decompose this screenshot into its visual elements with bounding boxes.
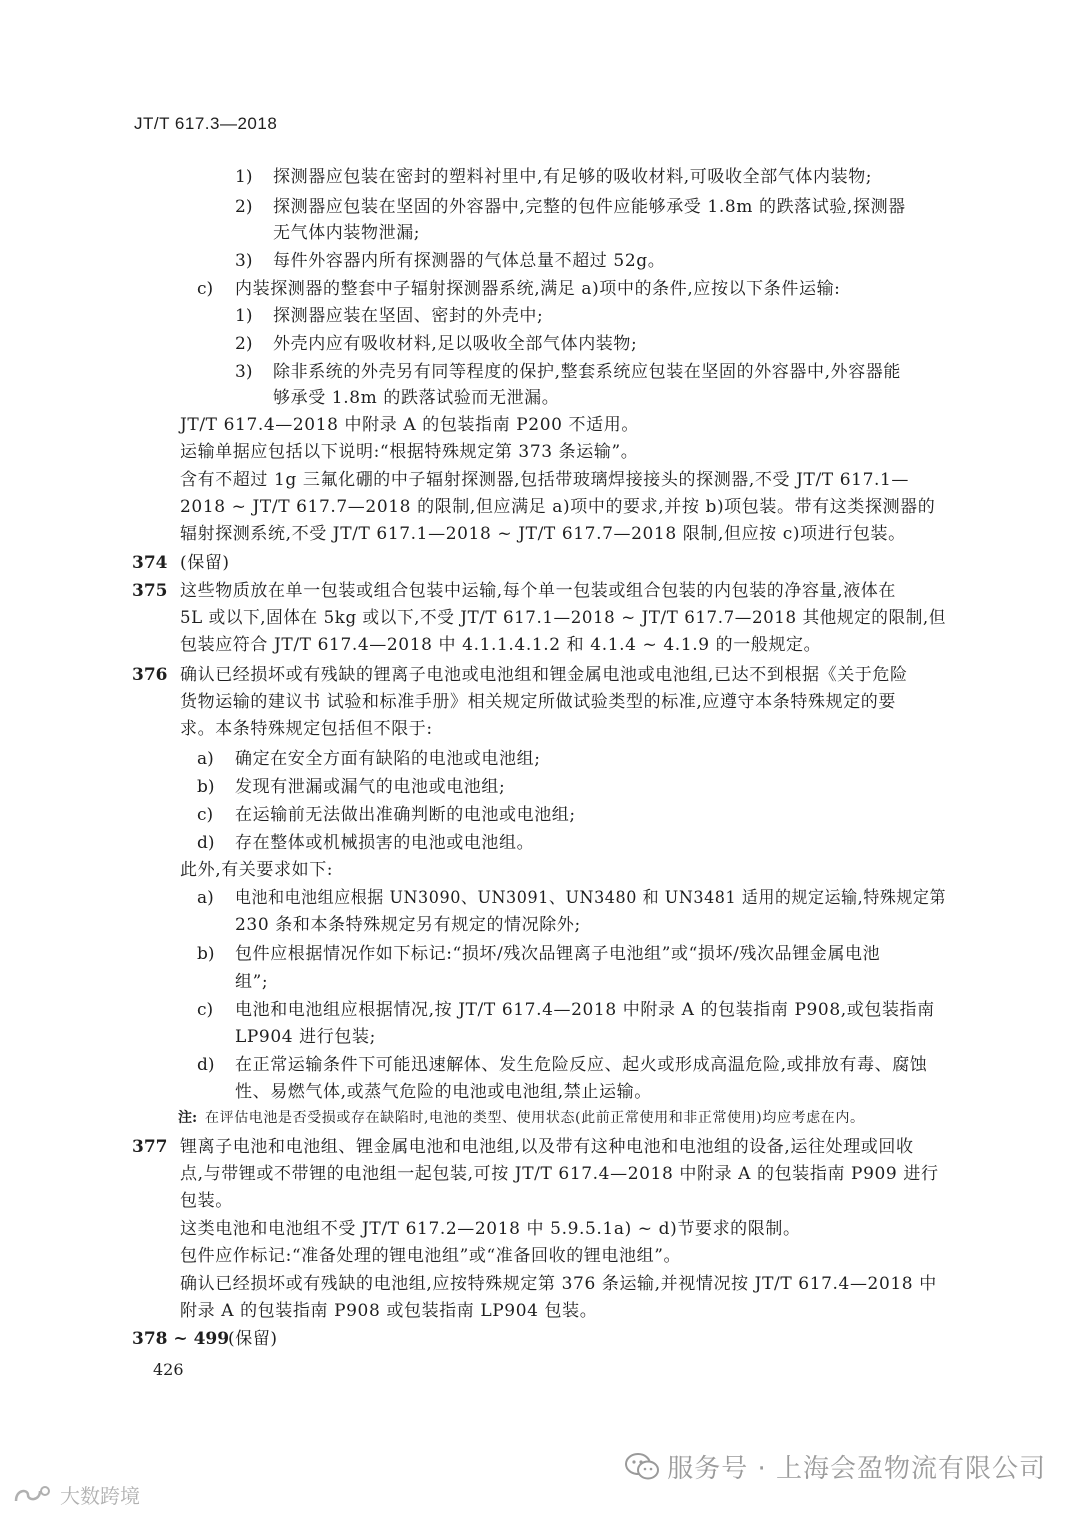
item-label: c) — [197, 805, 214, 825]
line-text: 每件外容器内所有探测器的气体总量不超过 52g。 — [273, 251, 666, 271]
line-text: 包装。 — [180, 1191, 233, 1211]
line-text: 在正常运输条件下可能迅速解体、发生危险反应、起火或形成高温危险,或排放有毒、腐蚀 — [235, 1055, 928, 1075]
text-line — [0, 440, 1080, 464]
text-line — [0, 468, 1080, 492]
text-line — [0, 747, 1080, 771]
item-label: d) — [197, 833, 215, 853]
line-text: 探测器应包装在密封的塑料衬里中,有足够的吸收材料,可吸收全部气体内装物; — [273, 167, 873, 187]
text-line — [0, 803, 1080, 827]
wechat-icon — [625, 1453, 659, 1481]
item-label: 3) — [235, 362, 253, 382]
item-label: 2) — [235, 197, 253, 217]
text-line — [0, 1135, 1080, 1159]
item-label: c) — [197, 279, 214, 299]
line-text: 在评估电池是否受损或存在缺陷时,电池的类型、使用状态(此前正常使用和非正常使用)均应考虑在内。 — [205, 1110, 865, 1126]
brand-logo-icon — [12, 1483, 52, 1507]
text-line — [0, 717, 1080, 741]
watermark-left — [12, 1480, 140, 1509]
line-text: 锂离子电池和电池组、锂金属电池和电池组,以及带有这种电池和电池组的设备,运往处理或回收 — [180, 1137, 914, 1157]
text-line — [0, 633, 1080, 657]
line-text: (保留) — [228, 1329, 278, 1349]
line-text: 组”; — [235, 972, 269, 992]
line-text: 确认已经损坏或有残缺的锂离子电池或电池组和锂金属电池或电池组,已达不到根据《关于危险 — [180, 665, 908, 685]
line-text: 外壳内应有吸收材料,足以吸收全部气体内装物; — [273, 334, 638, 354]
text-line — [0, 1080, 1080, 1104]
line-text: 此外,有关要求如下: — [180, 860, 334, 880]
line-text: 这类电池和电池组不受 JT/T 617.2—2018 中 5.9.5.1a) ~ d)节要求的限制。 — [180, 1219, 801, 1239]
watermark-left-text: 大数跨境 — [60, 1484, 140, 1508]
text-line — [0, 332, 1080, 356]
clause-number: 374 — [132, 553, 168, 573]
line-text: 包装应符合 JT/T 617.4—2018 中 4.1.1.4.1.2 和 4.1.4 ~ 4.1.9 的一般规定。 — [180, 635, 822, 655]
line-text: 探测器应装在坚固、密封的外壳中; — [273, 306, 544, 326]
item-label: 1) — [235, 167, 253, 187]
line-text: 辐射探测系统,不受 JT/T 617.1—2018 ~ JT/T 617.7—2018 限制,但应按 c)项进行包装。 — [180, 524, 906, 544]
item-label: 3) — [235, 251, 253, 271]
text-line — [0, 886, 1080, 910]
text-line — [0, 579, 1080, 603]
line-text: 230 条和本条特殊规定另有规定的情况除外; — [235, 915, 581, 935]
line-text: 求。本条特殊规定包括但不限于: — [180, 719, 433, 739]
text-line — [0, 195, 1080, 219]
line-text: 包件应作标记:“准备处理的锂电池组”或“准备回收的锂电池组”。 — [180, 1246, 682, 1266]
text-line — [0, 1244, 1080, 1268]
text-line — [0, 522, 1080, 546]
line-text: 无气体内装物泄漏; — [273, 223, 421, 243]
text-line — [0, 221, 1080, 245]
item-label: 注: — [178, 1110, 198, 1126]
clause-number: 375 — [132, 581, 168, 601]
text-line — [0, 1299, 1080, 1323]
text-line — [0, 970, 1080, 994]
line-text: 性、易燃气体,或蒸气危险的电池或电池组,禁止运输。 — [235, 1082, 652, 1102]
text-line — [0, 606, 1080, 630]
item-label: 2) — [235, 334, 253, 354]
text-line — [0, 942, 1080, 966]
item-label: 1) — [235, 306, 253, 326]
line-text: JT/T 617.4—2018 中附录 A 的包装指南 P200 不适用。 — [180, 415, 639, 435]
line-text: 5L 或以下,固体在 5kg 或以下,不受 JT/T 617.1—2018 ~ JT/T 617.7—2018 其他规定的限制,但 — [180, 608, 946, 628]
text-line — [0, 1053, 1080, 1077]
line-text: 发现有泄漏或漏气的电池或电池组; — [235, 777, 506, 797]
item-label: b) — [197, 944, 215, 964]
text-line — [0, 1106, 1080, 1130]
item-label: a) — [197, 749, 214, 769]
line-text: 2018 ~ JT/T 617.7—2018 的限制,但应满足 a)项中的要求,并按 b)项包装。带有这类探测器的 — [180, 497, 936, 517]
item-label: c) — [197, 1000, 214, 1020]
item-label: b) — [197, 777, 215, 797]
text-line — [0, 663, 1080, 687]
line-text: 确认已经损坏或有残缺的电池组,应按特殊规定第 376 条运输,并视情况按 JT/T 617.4—2018 中 — [180, 1274, 937, 1294]
line-text: 货物运输的建议书 试验和标准手册》相关规定所做试验类型的标准,应遵守本条特殊规定的要 — [180, 692, 897, 712]
page-header: JT/T 617.3—2018 — [134, 114, 278, 133]
line-text: 内装探测器的整套中子辐射探测器系统,满足 a)项中的条件,应按以下条件运输: — [235, 279, 841, 299]
line-text: 电池和电池组应根据 UN3090、UN3091、UN3480 和 UN3481 适用的规定运输,特殊规定第 — [235, 888, 946, 908]
text-line — [0, 1272, 1080, 1296]
text-line — [0, 775, 1080, 799]
page-number: 426 — [153, 1360, 184, 1379]
line-text: 包件应根据情况作如下标记:“损坏/残次品锂离子电池组”或“损坏/残次品锂金属电池 — [235, 944, 881, 964]
text-line — [0, 1189, 1080, 1213]
clause-number: 378 ~ 499 — [132, 1329, 230, 1349]
text-line — [0, 1327, 1080, 1351]
line-text: 这些物质放在单一包装或组合包装中运输,每个单一包装或组合包装的内包装的净容量,液体在 — [180, 581, 897, 601]
text-line — [0, 551, 1080, 575]
line-text: 除非系统的外壳另有同等程度的保护,整套系统应包装在坚固的外容器中,外容器能 — [273, 362, 902, 382]
watermark-right-text: 服务号 · 上海会盈物流有限公司 — [667, 1454, 1046, 1484]
line-text: 在运输前无法做出准确判断的电池或电池组; — [235, 805, 576, 825]
line-text: 够承受 1.8m 的跌落试验而无泄漏。 — [273, 388, 560, 408]
line-text: 电池和电池组应根据情况,按 JT/T 617.4—2018 中附录 A 的包装指南 P908,或包装指南 — [235, 1000, 935, 1020]
line-text: 探测器应包装在坚固的外容器中,完整的包件应能够承受 1.8m 的跌落试验,探测器 — [273, 197, 906, 217]
text-line — [0, 304, 1080, 328]
text-line — [0, 360, 1080, 384]
line-text: 运输单据应包括以下说明:“根据特殊规定第 373 条运输”。 — [180, 442, 639, 462]
text-line — [0, 1162, 1080, 1186]
line-text: 含有不超过 1g 三氟化硼的中子辐射探测器,包括带玻璃焊接接头的探测器,不受 JT/T 617.1— — [180, 470, 910, 490]
text-line — [0, 690, 1080, 714]
text-line — [0, 1025, 1080, 1049]
text-line — [0, 913, 1080, 937]
text-line — [0, 413, 1080, 437]
line-text: 存在整体或机械损害的电池或电池组。 — [235, 833, 535, 853]
text-line — [0, 249, 1080, 273]
text-line — [0, 998, 1080, 1022]
line-text: 附录 A 的包装指南 P908 或包装指南 LP904 包装。 — [180, 1301, 598, 1321]
text-line — [0, 858, 1080, 882]
line-text: (保留) — [180, 553, 230, 573]
text-line — [0, 165, 1080, 189]
line-text: 点,与带锂或不带锂的电池组一起包装,可按 JT/T 617.4—2018 中附录 A 的包装指南 P909 进行 — [180, 1164, 939, 1184]
text-line — [0, 495, 1080, 519]
clause-number: 376 — [132, 665, 168, 685]
line-text: 确定在安全方面有缺陷的电池或电池组; — [235, 749, 541, 769]
text-line — [0, 386, 1080, 410]
item-label: d) — [197, 1055, 215, 1075]
watermark-right — [625, 1448, 1046, 1485]
text-line — [0, 277, 1080, 301]
text-line — [0, 831, 1080, 855]
item-label: a) — [197, 888, 214, 908]
text-line — [0, 1217, 1080, 1241]
line-text: LP904 进行包装; — [235, 1027, 376, 1047]
clause-number: 377 — [132, 1137, 168, 1157]
